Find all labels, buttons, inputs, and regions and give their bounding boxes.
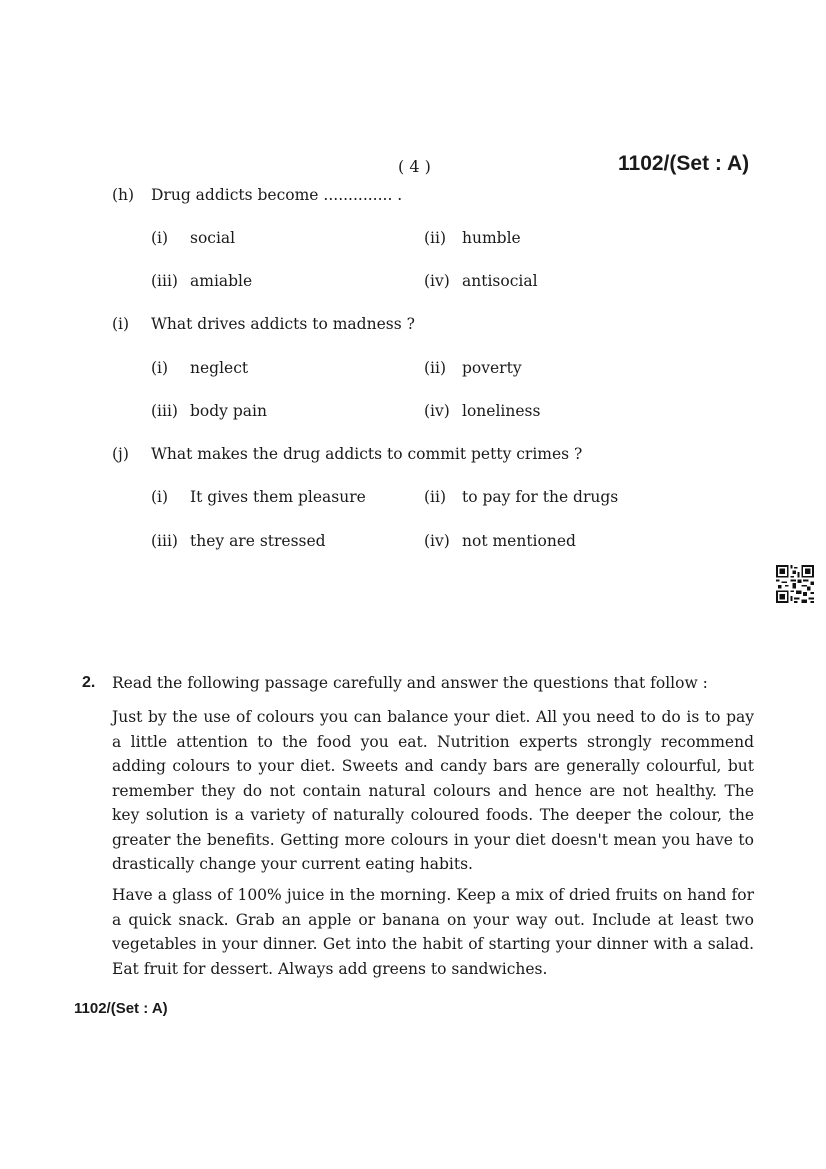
question-h-number: (h): [112, 186, 135, 204]
option-number: (ii): [424, 359, 447, 377]
option-number: (i): [151, 359, 169, 377]
option-number: (iv): [424, 402, 450, 420]
option-number: (ii): [424, 488, 447, 506]
question-i-number: (i): [112, 315, 130, 333]
option-text: antisocial: [462, 272, 538, 290]
option-number: (i): [151, 488, 169, 506]
option-text: neglect: [190, 359, 249, 377]
page-number: ( 4 ): [398, 157, 431, 176]
option-number: (ii): [424, 229, 447, 247]
option-number: (iii): [151, 402, 178, 420]
question-h-text: Drug addicts become .............. .: [151, 186, 403, 204]
passage-paragraph: Have a glass of 100% juice in the morning. Keep a mix of dried fruits on hand for a quick snack. Grab an apple or banana on your way out. Include at least two vegetables in your dinner. Get into the habit of starting your dinner with a salad. Eat fruit for dessert. Always add greens to sandwiches.: [112, 886, 754, 978]
option-text: amiable: [190, 272, 253, 290]
passage-paragraph: Just by the use of colours you can balance your diet. All you need to do is to pay a little attention to the food you eat. Nutrition experts strongly recommend adding colours to your diet. Sweets and candy bars are generally colourful, but remember they do not contain natural colours and hence are not healthy. The key solution is a variety of naturally coloured foods. The deeper the colour, the greater the benefits. Getting more colours in your diet doesn't mean you have to drastically change your current eating habits.: [112, 708, 754, 873]
question-j-text: What makes the drug addicts to commit petty crimes ?: [151, 445, 583, 463]
paper-code-header: 1102/(Set : A): [618, 152, 750, 175]
option-text: they are stressed: [190, 532, 326, 550]
option-number: (iv): [424, 272, 450, 290]
paper-code-footer: 1102/(Set : A): [74, 1000, 168, 1017]
option-text: humble: [462, 229, 521, 247]
option-text: to pay for the drugs: [462, 488, 619, 506]
option-text: social: [190, 229, 236, 247]
option-text: loneliness: [462, 402, 541, 420]
option-text: poverty: [462, 359, 522, 377]
question-2-instruction: Read the following passage carefully and answer the questions that follow :: [112, 674, 708, 692]
question-j-number: (j): [112, 445, 129, 463]
option-text: body pain: [190, 402, 267, 420]
question-i-text: What drives addicts to madness ?: [151, 315, 415, 333]
option-number: (iii): [151, 272, 178, 290]
option-text: not mentioned: [462, 532, 576, 550]
question-2-number: 2.: [82, 674, 96, 691]
option-number: (iv): [424, 532, 450, 550]
option-number: (i): [151, 229, 169, 247]
option-text: It gives them pleasure: [190, 488, 366, 506]
qr-code-icon: [776, 565, 814, 603]
option-number: (iii): [151, 532, 178, 550]
